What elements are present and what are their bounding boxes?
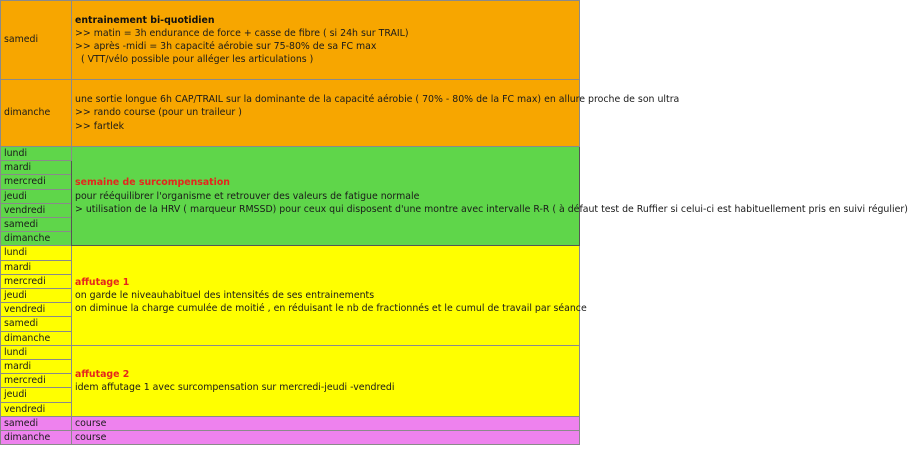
day-cell: dimanche [1,331,72,345]
samedi-line-3: ( VTT/vélo possible pour alléger les articulations ) [81,54,314,66]
surcomp-row [1,147,580,161]
day-cell: dimanche [1,232,72,246]
day-cell: mardi [1,360,72,374]
surcomp-title: semaine de surcompensation [75,177,230,189]
day-cell: vendredi [1,303,72,317]
day-cell: vendredi [1,203,72,217]
affutage2-row [1,345,580,359]
day-cell: mardi [1,161,72,175]
samedi-line-2: >> après -midi = 3h capacité aérobie sur 75-80% de sa FC max [75,41,377,52]
day-cell: lundi [1,246,72,260]
dimanche-description [72,80,680,147]
day-cell: mercredi [1,374,72,388]
day-cell: lundi [1,345,72,359]
samedi-title: entrainement bi-quotidien [75,14,215,26]
day-cell: mercredi [1,175,72,189]
surcomp-description [72,147,908,246]
affutage2-title: affutage 2 [75,368,130,380]
race-cell: course [72,431,580,445]
day-cell: samedi [1,317,72,331]
dimanche-line-2: >> rando course (pour un traileur ) [75,107,242,119]
dimanche-line-3: >> fartlek [75,120,125,132]
row-weekend-samedi [1,1,580,80]
surcomp-line-1: pour rééquilibrer l'organisme et retrouver des valeurs de fatigue normale [75,190,420,202]
affutage2-line-1: idem affutage 1 avec surcompensation sur mercredi-jeudi -vendredi [75,381,395,393]
day-cell: jeudi [1,189,72,203]
row-weekend-dimanche [1,80,580,147]
day-cell: jeudi [1,388,72,402]
dimanche-line-1: une sortie longue 6h CAP/TRAIL sur la dominante de la capacité aérobie ( 70% - 80% de la FC max) en allure proche de son ultra [75,94,680,106]
day-cell: dimanche [1,431,72,445]
affutage2-description [72,345,580,416]
race-cell: course [72,416,580,430]
surcomp-line-2: > utilisation de la HRV ( marqueur RMSSD) pour ceux qui disposent d'une montre avec intervalle R-R ( à défaut test de Ruffier si celui-ci est habituellement pris en suivi régulier) [75,203,908,215]
day-cell: mardi [1,260,72,274]
race-row [1,431,580,445]
day-cell: samedi [1,1,72,80]
affutage1-line-1: on garde le niveauhabituel des intensités de ses entrainements [75,290,375,302]
samedi-line-1: >> matin = 3h endurance de force + casse de fibre ( si 24h sur TRAIL) [75,27,409,39]
affutage1-row [1,246,580,260]
affutage1-description [72,246,587,345]
day-cell: vendredi [1,402,72,416]
day-cell: samedi [1,218,72,232]
affutage1-line-2: on diminue la charge cumulée de moitié , en réduisant le nb de fractionnés et le cumul de travail par séance [75,303,587,315]
day-cell: mercredi [1,274,72,288]
day-cell: jeudi [1,289,72,303]
race-row [1,416,580,430]
day-cell: samedi [1,416,72,430]
day-cell: dimanche [1,80,72,147]
day-cell: lundi [1,147,72,161]
samedi-description [72,1,580,80]
affutage1-title: affutage 1 [75,276,130,288]
